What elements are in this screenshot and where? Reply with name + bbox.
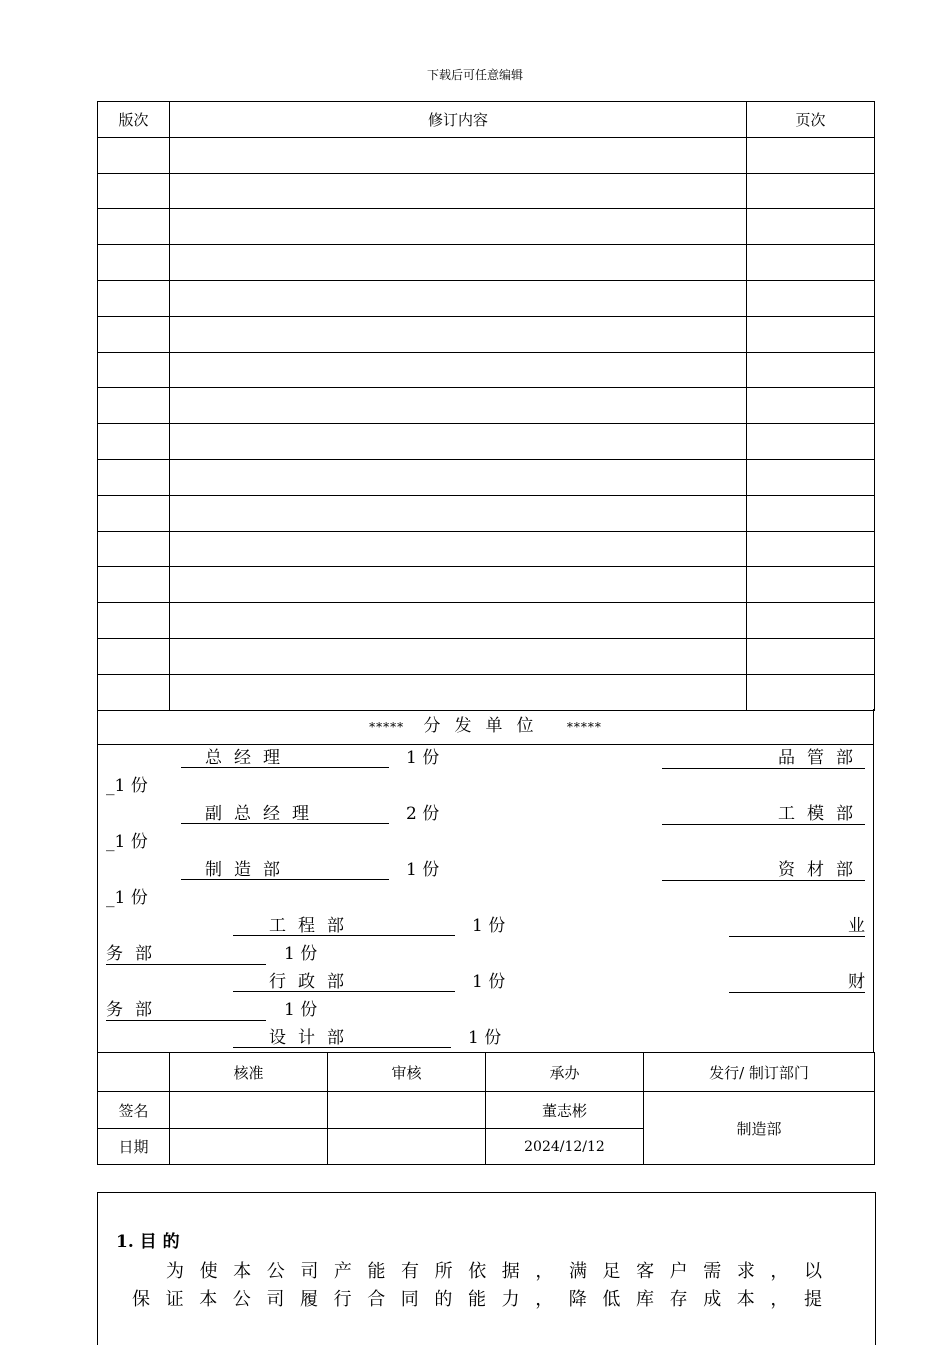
revision-row [98, 137, 875, 173]
page-cell [747, 137, 875, 173]
unit-manufacturing: 制造部 [181, 860, 389, 880]
revision-row [98, 316, 875, 352]
content-cell [170, 638, 747, 674]
version-cell [98, 424, 170, 460]
revision-row [98, 352, 875, 388]
revision-row [98, 567, 875, 603]
version-cell [98, 280, 170, 316]
revision-row [98, 209, 875, 245]
distribution-title-text: 分发单位 [423, 716, 548, 736]
revision-row [98, 173, 875, 209]
unit-admin: 行政部 [233, 972, 455, 992]
copy-count: _1 份 [106, 888, 148, 908]
page-cell [747, 173, 875, 209]
revision-table [97, 101, 875, 711]
page-cell [747, 316, 875, 352]
revision-row [98, 603, 875, 639]
content-cell [170, 459, 747, 495]
page-cell [747, 352, 875, 388]
revision-row [98, 388, 875, 424]
content-cell [170, 531, 747, 567]
header-note: 下载后可任意编辑 [426, 68, 523, 82]
revision-row [98, 495, 875, 531]
content-cell [170, 567, 747, 603]
revision-row [98, 245, 875, 281]
version-cell [98, 245, 170, 281]
unit-business-part2: 务部 [106, 944, 266, 965]
unit-business-part1: 业 [729, 916, 865, 937]
col-version-header: 版次 [98, 102, 170, 138]
review-header: 审核 [328, 1053, 486, 1092]
page-cell [747, 567, 875, 603]
page-cell [747, 245, 875, 281]
version-cell [98, 495, 170, 531]
version-cell [98, 674, 170, 710]
revision-row [98, 280, 875, 316]
stars-left: ***** [369, 720, 405, 734]
version-cell [98, 352, 170, 388]
unit-design: 设计部 [233, 1028, 451, 1048]
blank-cell [98, 1053, 170, 1092]
content-cell [170, 209, 747, 245]
section-heading: 1. 目 的 [116, 1232, 180, 1252]
purpose-section [97, 1192, 876, 1345]
version-cell [98, 137, 170, 173]
version-cell [98, 173, 170, 209]
revision-row [98, 638, 875, 674]
content-cell [170, 137, 747, 173]
unit-finance-part1: 财 [729, 972, 865, 993]
content-cell [170, 495, 747, 531]
content-cell [170, 280, 747, 316]
revision-body [98, 137, 875, 710]
page-cell [747, 209, 875, 245]
page-cell [747, 531, 875, 567]
copy-count: 1 份 [472, 916, 506, 936]
page-cell [747, 674, 875, 710]
revision-row [98, 424, 875, 460]
review-sign-cell [328, 1092, 486, 1129]
page-cell [747, 459, 875, 495]
distribution-title [98, 709, 873, 745]
version-cell [98, 388, 170, 424]
version-cell [98, 316, 170, 352]
copy-count: _1 份 [106, 832, 148, 852]
date-label: 日期 [98, 1129, 170, 1165]
unit-qa: 品管部 [662, 748, 865, 769]
copy-count: _1 份 [106, 776, 148, 796]
content-cell [170, 245, 747, 281]
col-content-header: 修订内容 [170, 102, 747, 138]
stars-right: ***** [566, 720, 602, 734]
copy-count: 1 份 [406, 748, 440, 768]
content-cell [170, 674, 747, 710]
approve-header: 核准 [170, 1053, 328, 1092]
page-cell [747, 280, 875, 316]
sign-label: 签名 [98, 1092, 170, 1129]
content-cell [170, 352, 747, 388]
copy-count: 1 份 [284, 944, 318, 964]
content-cell [170, 388, 747, 424]
version-cell [98, 638, 170, 674]
revision-row [98, 531, 875, 567]
revision-row [98, 459, 875, 495]
revision-header-row [98, 102, 875, 138]
page-cell [747, 388, 875, 424]
approve-sign-cell [170, 1092, 328, 1129]
section-line-1: 为使本公司产能有所依据，满足客户需求，以 [166, 1261, 822, 1282]
page-cell [747, 495, 875, 531]
page-cell [747, 603, 875, 639]
unit-general-manager: 总经理 [181, 748, 389, 768]
version-cell [98, 567, 170, 603]
page-cell [747, 638, 875, 674]
approve-date-cell [170, 1129, 328, 1165]
col-page-header: 页次 [747, 102, 875, 138]
version-cell [98, 459, 170, 495]
handle-header: 承办 [486, 1053, 644, 1092]
review-date-cell [328, 1129, 486, 1165]
version-cell [98, 603, 170, 639]
dept-value: 制造部 [644, 1092, 875, 1165]
date-value: 2024/12/12 [486, 1129, 644, 1165]
content-cell [170, 603, 747, 639]
sign-row [98, 1092, 875, 1129]
copy-count: 2 份 [406, 804, 440, 824]
unit-mold: 工模部 [662, 804, 865, 825]
distribution-block [97, 709, 874, 1053]
issue-dept-header: 发行/ 制订部门 [644, 1053, 875, 1092]
sign-table [97, 1052, 875, 1165]
page-cell [747, 424, 875, 460]
content-cell [170, 316, 747, 352]
copy-count: 1 份 [472, 972, 506, 992]
section-line-2: 保证本公司履行合同的能力，降低库存成本，提 [132, 1289, 822, 1310]
content-cell [170, 173, 747, 209]
unit-engineering: 工程部 [233, 916, 455, 936]
sign-header-row [98, 1053, 875, 1092]
unit-deputy-gm: 副总经理 [181, 804, 389, 824]
revision-row [98, 674, 875, 710]
version-cell [98, 531, 170, 567]
unit-materials: 资材部 [662, 860, 865, 881]
content-cell [170, 424, 747, 460]
copy-count: 1 份 [284, 1000, 318, 1020]
unit-finance-part2: 务部 [106, 1000, 266, 1021]
version-cell [98, 209, 170, 245]
handler-name: 董志彬 [486, 1092, 644, 1129]
copy-count: 1 份 [406, 860, 440, 880]
copy-count: 1 份 [468, 1028, 502, 1048]
